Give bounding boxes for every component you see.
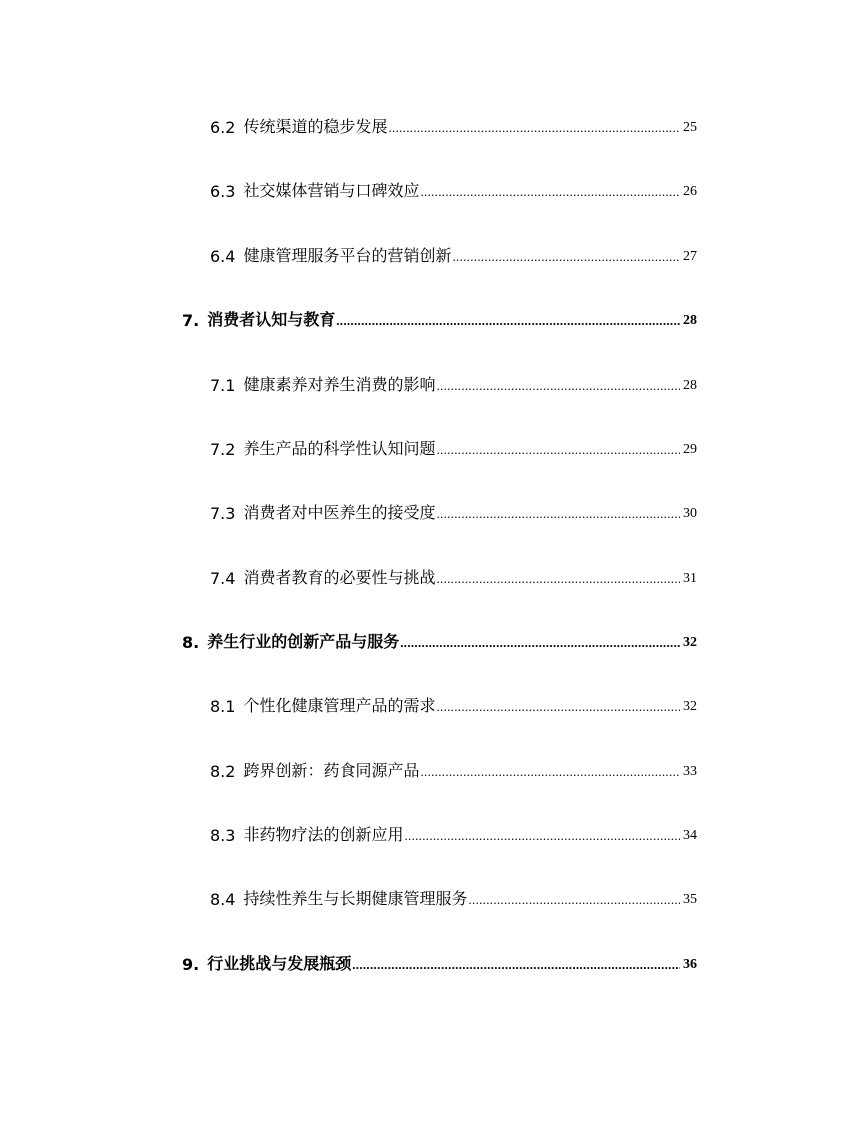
toc-entry-page: 31 bbox=[683, 571, 697, 586]
toc-entry-number: 6.2 bbox=[210, 118, 236, 137]
toc-entry-title: 跨界创新：药食同源产品 bbox=[243, 761, 420, 780]
toc-entry-number: 8.3 bbox=[210, 826, 236, 845]
toc-entry-title: 个性化健康管理产品的需求 bbox=[243, 696, 436, 715]
toc-entry-8-2[interactable] bbox=[210, 757, 697, 781]
toc-entry-page: 32 bbox=[683, 635, 697, 650]
dot-leader bbox=[420, 765, 680, 781]
toc-entry-title: 健康管理服务平台的营销创新 bbox=[243, 246, 452, 265]
toc-entry-page: 25 bbox=[683, 120, 697, 135]
toc-entry-title: 健康素养对养生消费的影响 bbox=[243, 375, 436, 394]
dot-leader bbox=[400, 636, 680, 652]
toc-entry-number: 6.3 bbox=[210, 182, 236, 201]
toc-entry-title: 非药物疗法的创新应用 bbox=[243, 825, 404, 844]
toc-entry-number: 7. bbox=[182, 311, 200, 330]
toc-entry-title: 行业挑战与发展瓶颈 bbox=[207, 954, 352, 973]
toc-entry-number: 7.1 bbox=[210, 376, 236, 395]
toc-entry-page: 28 bbox=[683, 313, 697, 328]
toc-entry-page: 33 bbox=[683, 764, 697, 779]
dot-leader bbox=[420, 185, 680, 201]
toc-entry-title: 消费者教育的必要性与挑战 bbox=[243, 568, 436, 587]
dot-leader bbox=[436, 379, 680, 395]
toc-entry-8[interactable] bbox=[182, 628, 697, 652]
toc-entry-title: 消费者对中医养生的接受度 bbox=[243, 503, 436, 522]
toc-entry-page: 35 bbox=[683, 892, 697, 907]
toc-entry-7-2[interactable] bbox=[210, 435, 697, 459]
toc-entry-8-4[interactable] bbox=[210, 885, 697, 909]
toc-entry-number: 7.2 bbox=[210, 440, 236, 459]
dot-leader bbox=[468, 893, 680, 909]
toc-entry-title: 传统渠道的稳步发展 bbox=[243, 117, 388, 136]
toc-entry-title: 社交媒体营销与口碑效应 bbox=[243, 181, 420, 200]
toc-entry-title: 养生行业的创新产品与服务 bbox=[207, 632, 400, 651]
dot-leader bbox=[352, 958, 680, 974]
toc-entry-7[interactable] bbox=[182, 306, 697, 330]
toc-entry-7-4[interactable] bbox=[210, 564, 697, 588]
toc-entry-page: 27 bbox=[683, 249, 697, 264]
toc-entry-6-4[interactable] bbox=[210, 242, 697, 266]
toc-entry-title: 消费者认知与教育 bbox=[207, 310, 336, 329]
dot-leader bbox=[336, 314, 680, 330]
toc-entry-6-2[interactable] bbox=[210, 113, 697, 137]
toc-entry-number: 8. bbox=[182, 633, 200, 652]
toc-entry-number: 9. bbox=[182, 955, 200, 974]
toc-entry-6-3[interactable] bbox=[210, 177, 697, 201]
toc-entry-page: 29 bbox=[683, 442, 697, 457]
toc-entry-7-3[interactable] bbox=[210, 499, 697, 523]
toc-entry-8-1[interactable] bbox=[210, 692, 697, 716]
toc-entry-number: 8.4 bbox=[210, 890, 236, 909]
toc-entry-7-1[interactable] bbox=[210, 371, 697, 395]
dot-leader bbox=[436, 700, 680, 716]
toc-entry-number: 6.4 bbox=[210, 247, 236, 266]
dot-leader bbox=[436, 572, 680, 588]
toc-entry-number: 8.2 bbox=[210, 762, 236, 781]
dot-leader bbox=[388, 121, 680, 137]
toc-entry-number: 8.1 bbox=[210, 697, 236, 716]
toc-entry-page: 28 bbox=[683, 378, 697, 393]
dot-leader bbox=[452, 250, 680, 266]
toc-entry-9[interactable] bbox=[182, 950, 697, 974]
toc-entry-page: 26 bbox=[683, 184, 697, 199]
toc-entry-number: 7.4 bbox=[210, 569, 236, 588]
dot-leader bbox=[404, 829, 680, 845]
dot-leader bbox=[436, 443, 680, 459]
toc-entry-8-3[interactable] bbox=[210, 821, 697, 845]
dot-leader bbox=[436, 507, 680, 523]
toc-entry-title: 持续性养生与长期健康管理服务 bbox=[243, 889, 468, 908]
toc-entry-page: 30 bbox=[683, 506, 697, 521]
toc-entry-number: 7.3 bbox=[210, 504, 236, 523]
toc-entry-page: 34 bbox=[683, 828, 697, 843]
toc-entry-page: 36 bbox=[683, 957, 697, 972]
toc-entry-title: 养生产品的科学性认知问题 bbox=[243, 439, 436, 458]
toc-entry-page: 32 bbox=[683, 699, 697, 714]
